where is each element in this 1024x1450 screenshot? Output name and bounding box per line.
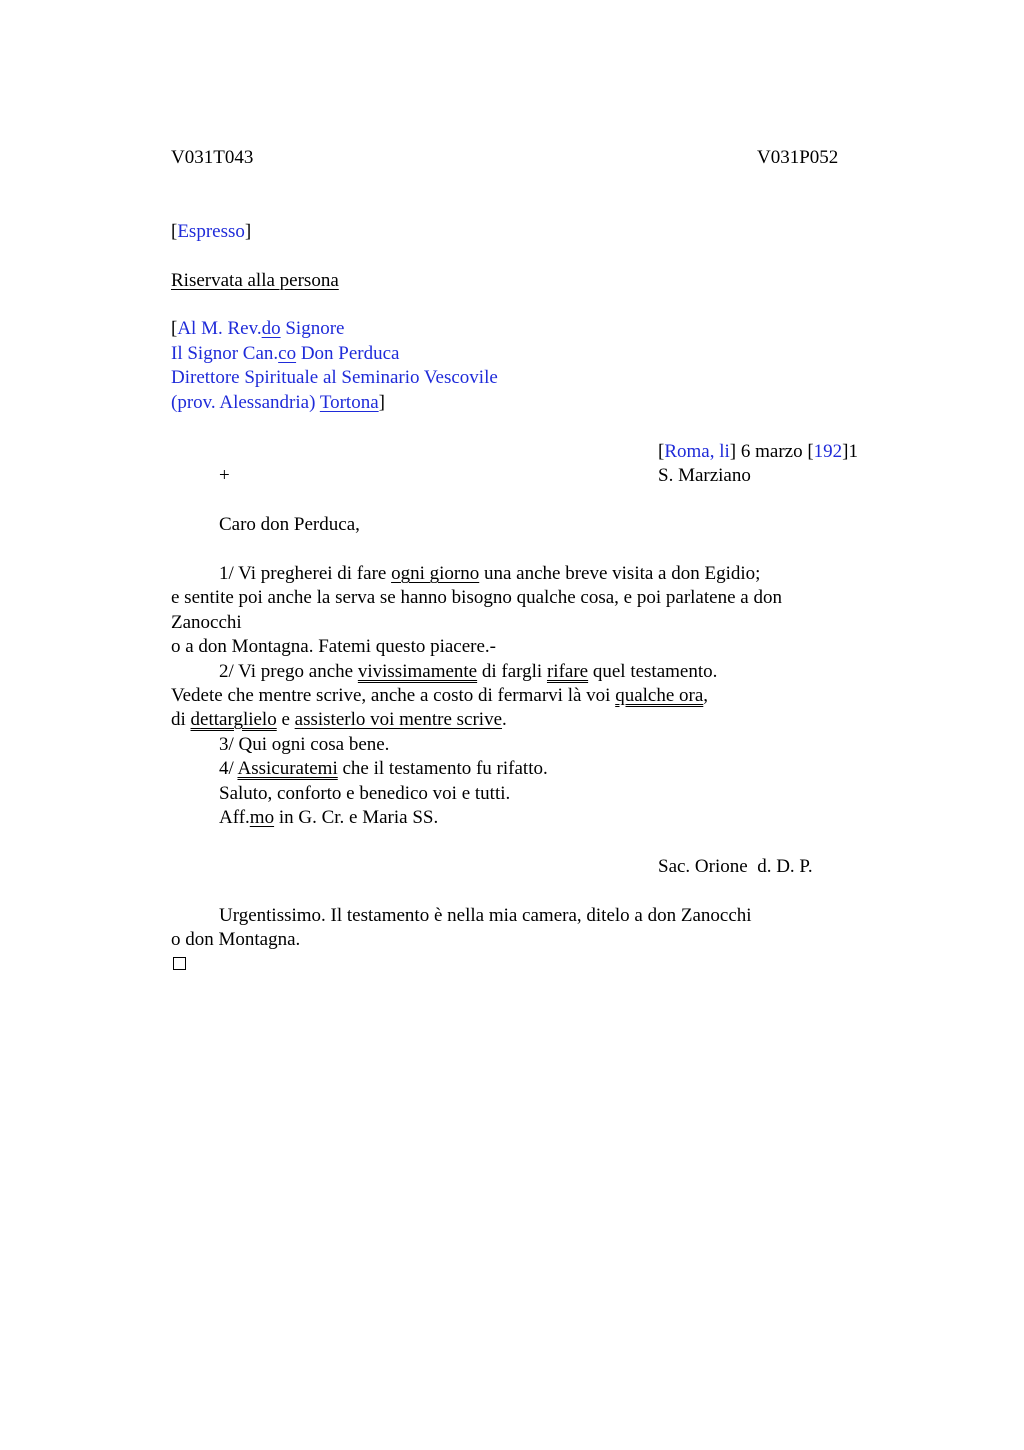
delivery-note: [Espresso] (171, 221, 252, 242)
dateline-year: 192 (813, 441, 843, 462)
signature: Sac. Orione d. D. P. (658, 856, 813, 877)
end-square-icon (173, 957, 186, 970)
delivery-word: Espresso (177, 221, 245, 242)
body-greeting: Saluto, conforto e benedico voi e tutti. (219, 783, 511, 804)
body-line-5: 2/ Vi prego anche vivissimamente di fargli rifare quel testamento. (219, 661, 718, 682)
body-line-2: e sentite poi anche la serva se hanno bisogno qualche cosa, e poi parlatene a don (171, 587, 782, 608)
body-line-9: 4/ Assicuratemi che il testamento fu rifatto. (219, 758, 548, 779)
postscript-line-1: Urgentissimo. Il testamento è nella mia camera, ditelo a don Zanocchi (219, 905, 752, 926)
saint-line: S. Marziano (658, 465, 751, 486)
cross-mark: + (219, 465, 230, 486)
header-right-code: V031P052 (757, 147, 839, 168)
body-line-1: 1/ Vi pregherei di fare ogni giorno una anche breve visita a don Egidio; (219, 563, 761, 584)
dateline-place: Roma, li (664, 441, 730, 462)
body-closing: Aff.mo in G. Cr. e Maria SS. (219, 807, 439, 828)
address-line-3: Direttore Spirituale al Seminario Vescovile (171, 367, 498, 388)
riservata-note: Riservata alla persona (171, 270, 339, 291)
address-city: Tortona (319, 392, 379, 413)
dateline: [Roma, li] 6 marzo [192]1 (658, 441, 858, 462)
body-line-3: Zanocchi (171, 612, 242, 633)
body-line-6: Vedete che mentre scrive, anche a costo di fermarvi là voi qualche ora, (171, 685, 709, 706)
body-line-4: o a don Montagna. Fatemi questo piacere.- (171, 636, 497, 657)
address-line-4: (prov. Alessandria) Tortona] (171, 392, 385, 413)
body-line-7: di dettarglielo e assisterlo voi mentre scrive. (171, 709, 507, 730)
address-line-1: [Al M. Rev.do Signore (171, 318, 345, 339)
postscript-line-2: o don Montagna. (171, 929, 301, 950)
address-line-2: Il Signor Can.co Don Perduca (171, 343, 400, 364)
salutation: Caro don Perduca, (219, 514, 360, 535)
header-left-code: V031T043 (171, 147, 254, 168)
body-line-8: 3/ Qui ogni cosa bene. (219, 734, 390, 755)
